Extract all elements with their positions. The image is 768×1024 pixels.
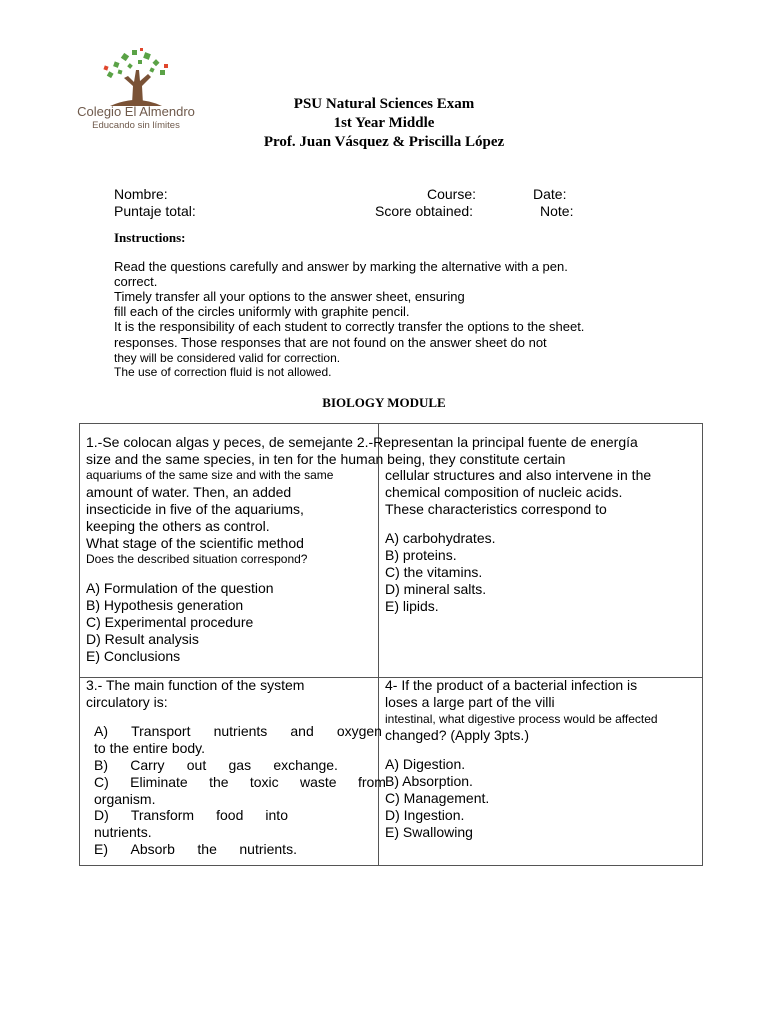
date-field: Date: <box>533 186 567 202</box>
option-word: nutrients. <box>239 841 297 857</box>
question-1-line: size and the same species, in ten for the human being, they constitute certain <box>86 451 566 467</box>
question-2-line: chemical composition of nucleic acids. <box>385 484 623 500</box>
option-word: food <box>216 807 244 823</box>
question-4-line: loses a large part of the villi <box>385 694 555 710</box>
question-1-line: keeping the others as control. <box>86 518 270 534</box>
question-1-line: aquariums of the same size and with the same <box>86 468 334 482</box>
question-1-line: What stage of the scientific method <box>86 535 304 551</box>
question-1-line: amount of water. Then, an added <box>86 484 292 500</box>
exam-title: PSU Natural Sciences Exam <box>293 96 475 112</box>
instruction-line: correct. <box>114 274 158 289</box>
instruction-line: It is the responsibility of each student to correctly transfer the options to the sheet. <box>114 319 585 334</box>
question-1-option[interactable]: B) Hypothesis generation <box>86 597 244 613</box>
question-4-line: changed? (Apply 3pts.) <box>385 727 529 743</box>
school-tagline: Educando sin límites <box>92 120 180 131</box>
question-4-option[interactable]: B) Absorption. <box>385 773 473 789</box>
question-2-line: cellular structures and also intervene in the <box>385 467 652 483</box>
question-1-line: insecticide in five of the aquariums, <box>86 501 304 517</box>
question-3-option-b[interactable] <box>94 757 338 774</box>
question-3-option-c-cont: organism. <box>94 791 156 807</box>
question-1-option[interactable]: C) Experimental procedure <box>86 614 254 630</box>
question-1-option[interactable]: A) Formulation of the question <box>86 580 274 596</box>
question-4-option[interactable]: C) Management. <box>385 790 490 806</box>
nombre-field: Nombre: <box>114 186 168 202</box>
instruction-line: fill each of the circles uniformly with graphite pencil. <box>114 304 410 319</box>
option-word: nutrients <box>213 723 268 739</box>
question-4-line: 4- If the product of a bacterial infection is <box>385 677 638 693</box>
instruction-line: Read the questions carefully and answer by marking the alternative with a pen. <box>114 259 568 274</box>
option-word: the <box>197 841 217 857</box>
question-1-line: Does the described situation correspond? <box>86 552 308 566</box>
question-2-option[interactable]: D) mineral salts. <box>385 581 487 597</box>
puntaje-field: Puntaje total: <box>114 203 196 219</box>
question-4-option[interactable]: A) Digestion. <box>385 756 466 772</box>
option-word: exchange. <box>273 757 338 773</box>
question-4-option[interactable]: D) Ingestion. <box>385 807 465 823</box>
instruction-line: Timely transfer all your options to the answer sheet, ensuring <box>114 289 465 304</box>
option-word: Transform <box>130 807 195 823</box>
question-3-option-e[interactable] <box>94 841 297 858</box>
question-1-line: 1.-Se colocan algas y peces, de semejante 2.-Representan la principal fuente de energía <box>86 434 638 450</box>
question-1-option[interactable]: E) Conclusions <box>86 648 181 664</box>
option-word: Transport <box>131 723 191 739</box>
question-2-option[interactable]: E) lipids. <box>385 598 439 614</box>
question-4-line: intestinal, what digestive process would be affected <box>385 712 658 726</box>
option-word: A) <box>94 723 108 739</box>
question-3-option-a[interactable] <box>94 723 382 740</box>
option-word: Carry <box>130 757 165 773</box>
column-divider <box>378 424 379 865</box>
question-3-line: circulatory is: <box>86 694 168 710</box>
option-word: Absorb <box>130 841 175 857</box>
option-word: D) <box>94 807 109 823</box>
question-4-option[interactable]: E) Swallowing <box>385 824 473 840</box>
option-word: oxygen <box>336 723 382 739</box>
question-2-option[interactable]: B) proteins. <box>385 547 457 563</box>
question-1-option[interactable]: D) Result analysis <box>86 631 199 647</box>
instruction-line: responses. Those responses that are not found on the answer sheet do not <box>114 335 547 350</box>
score-field: Score obtained: <box>375 203 474 219</box>
instructions-heading: Instructions: <box>114 230 186 245</box>
note-field: Note: <box>540 203 574 219</box>
instruction-line: they will be considered valid for correction. <box>114 351 341 365</box>
option-word: and <box>290 723 314 739</box>
school-name: Colegio El Almendro <box>77 104 195 119</box>
course-field: Course: <box>427 186 477 202</box>
option-word: toxic <box>249 774 279 790</box>
module-heading: BIOLOGY MODULE <box>322 395 446 410</box>
option-word: out <box>186 757 207 773</box>
question-2-line: These characteristics correspond to <box>385 501 607 517</box>
option-word: C) <box>94 774 109 790</box>
question-3-line: 3.- The main function of the system <box>86 677 305 693</box>
option-word: E) <box>94 841 108 857</box>
option-word: B) <box>94 757 108 773</box>
exam-level: 1st Year Middle <box>333 115 435 131</box>
option-word: Eliminate <box>130 774 188 790</box>
option-word: from <box>357 774 386 790</box>
question-3-option-c[interactable] <box>94 774 386 791</box>
option-word: the <box>209 774 229 790</box>
question-3-option-d[interactable] <box>94 807 288 824</box>
question-2-option[interactable]: C) the vitamins. <box>385 564 483 580</box>
question-3-option-a-cont: to the entire body. <box>94 740 206 756</box>
question-3-option-d-cont: nutrients. <box>94 824 152 840</box>
option-word: waste <box>300 774 337 790</box>
option-word: into <box>265 807 288 823</box>
option-word: gas <box>228 757 252 773</box>
instruction-line: The use of correction fluid is not allowed. <box>114 365 332 379</box>
exam-professors: Prof. Juan Vásquez & Priscilla López <box>263 134 505 150</box>
question-2-option[interactable]: A) carbohydrates. <box>385 530 496 546</box>
